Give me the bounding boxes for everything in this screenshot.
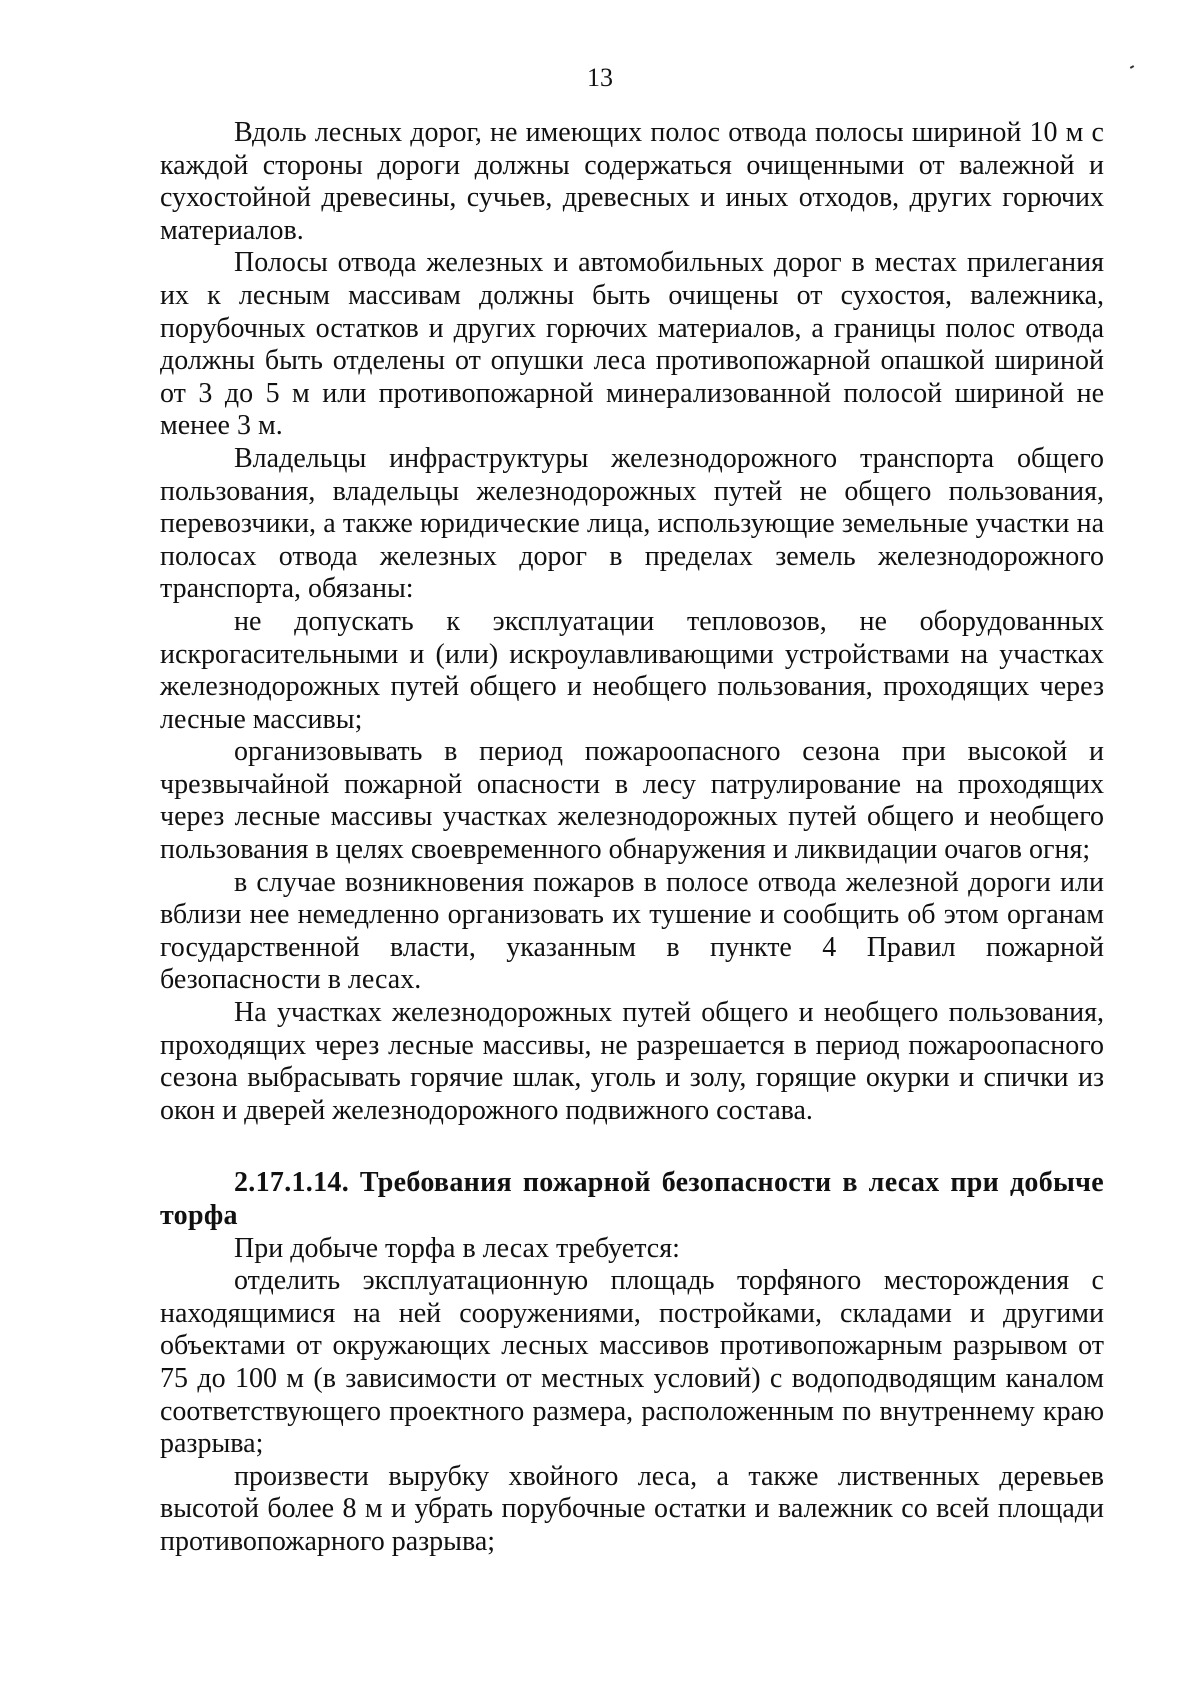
document-body [160,117,1104,1559]
section-heading: 2.17.1.14. Требования пожарной безопасности в лесах при добыче торфа [160,1167,1104,1231]
page-number: 13 [587,63,613,92]
paragraph-right-of-way: Полосы отвода железных и автомобильных дорог в местах прилегания их к лесным массивам должны быть очищены от сухостоя, валежника, порубочных остатков и других горючих материалов, а границы полос отвода должны быть отделены от опушки леса противопожарной опашкой шириной от 3 до 5 м или противопожарной минерализованной полосой шириной не менее 3 м. [160,247,1104,442]
paragraph-forest-roads: Вдоль лесных дорог, не имеющих полос отвода полосы шириной 10 м с каждой стороны дороги должны содержаться очищенными от валежной и сухостойной древесины, сучьев, древесных и иных отходов, других горючих материалов. [160,117,1104,246]
paragraph-peat-clearing: произвести вырубку хвойного леса, а также лиственных деревьев высотой более 8 м и убрать порубочные остатки и валежник со всей площади противопожарного разрыва; [160,1460,1104,1557]
paragraph-railway-prohibition: На участках железнодорожных путей общего и необщего пользования, проходящих через лесные массивы, не разрешается в период пожароопасного сезона выбрасывать горячие шлак, уголь и золу, горящие окурки и спички из окон и дверей железнодорожного подвижного состава. [160,997,1104,1126]
paragraph-obligation-fire-response: в случае возникновения пожаров в полосе отвода железной дороги или вблизи нее немедленно организовать их тушение и сообщить об этом органам государственной власти, указанным в пункте 4 Правил пожарной безопасности в лесах. [160,866,1104,996]
paragraph-peat-intro: При добыче торфа в лесах требуется: [234,1232,680,1264]
paragraph-railway-owners: Владельцы инфраструктуры железнодорожного транспорта общего пользования, владельцы железнодорожных путей не общего пользования, перевозчики, а также юридические лица, использующие земельные участки на полосах отвода железных дорог в пределах земель железнодорожного транспорта, обязаны: [160,442,1104,605]
paragraph-obligation-patrol: организовывать в период пожароопасного сезона при высокой и чрезвычайной пожарной опасности в лесу патрулирование на проходящих через лесные массивы участках железнодорожных путей общего и необщего пользования в целях своевременного обнаружения и ликвидации очагов огня; [160,736,1104,866]
paragraph-obligation-locomotives: не допускать к эксплуатации тепловозов, не оборудованных искрогасительными и (или) искроулавливающими устройствами на участках железнодорожных путей общего и необщего пользования, проходящих через лесные массивы; [160,605,1104,735]
paragraph-peat-separation: отделить эксплуатационную площадь торфяного месторождения с находящимися на ней сооружениями, постройками, складами и другими объектами от окружающих лесных массивов противопожарным разрывом от 75 до 100 м (в зависимости от местных условий) с водоподводящим каналом соответствующего проектного размера, расположенным по внутреннему краю разрыва; [160,1265,1104,1460]
